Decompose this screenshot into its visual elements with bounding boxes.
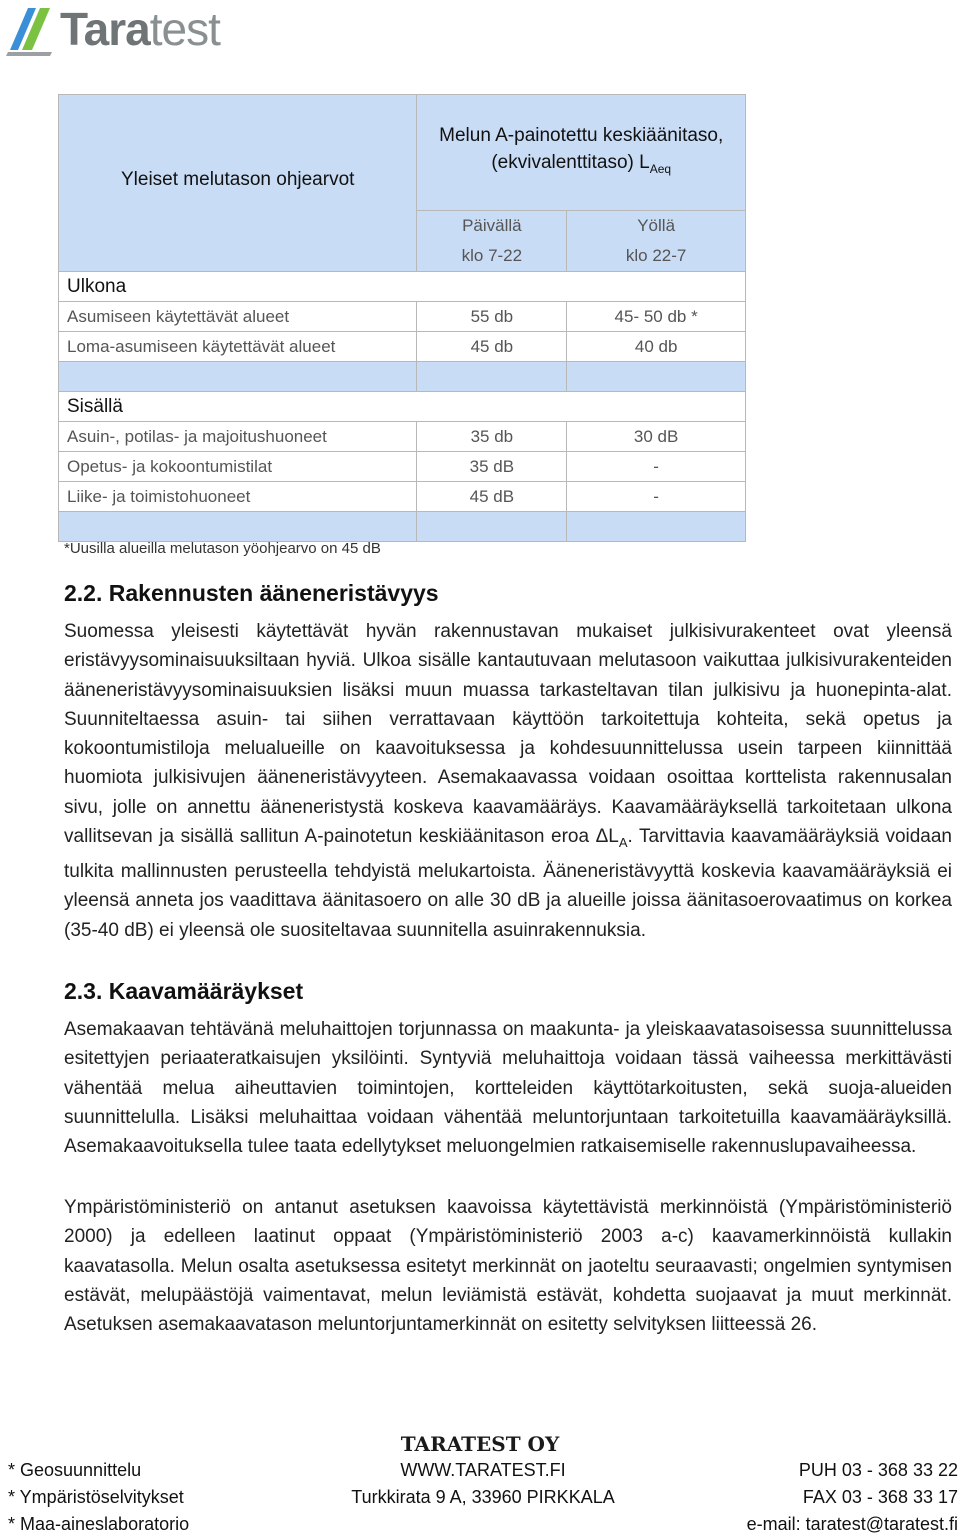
heading-2-3: 2.3. Kaavamääräykset [64,978,304,1004]
taratest-logo-icon [6,4,62,58]
footer-service: * Maa-aineslaboratorio [8,1514,190,1534]
table-row: Liike- ja toimistohuoneet 45 dB - [59,482,746,512]
footer-service: * Ympäristöselvitykset [8,1487,184,1507]
footer-email: e-mail: taratest@taratest.fi [746,1514,958,1534]
footer-service: * Geosuunnittelu [8,1460,142,1480]
section-outdoor: Ulkona [59,272,746,302]
footer-phone: PUH 03 - 368 33 22 [798,1460,958,1480]
table-row: Asumiseen käytettävät alueet 55 db 45- 50 db * [59,302,746,332]
table-row: Opetus- ja kokoontumistilat 35 dB - [59,452,746,482]
table-title: Yleiset melutason ohjearvot [59,95,417,272]
table-spacer-row [59,512,746,542]
paragraph-2-3-b: Ympäristöministeriö on antanut asetuksen kaavoissa käytettävistä merkinnöistä (Ympäristöministeriö 2000) ja edelleen laatinut oppaat (Ympäristöministeriö 2003 a-c) kaavamerkinnöistä kullakin kaavatasolla. Melun osalta asetuksessa esitetyt merkinnät on jaoteltu seuraavasti; ongelmien syntymisen estävät, melupäästöjä vaimentavat, melun leviämistä estävät, kohdetta suojaavat ja muut merkinnät. Asetuksen asemakaavatason meluntorjuntamerkinnät on esitetty selvityksen liitteessä 26. [64,1197,952,1336]
paragraph-2-2: Suomessa yleisesti käytettävät hyvän rakennustavan mukaiset julkisivurakenteet ovat yleensä eristävyysominaisuuksiltaan hyviä. Ulkoa sisälle kantautuvaan melutasoon vaikuttaa julkisivurakenteiden ääneneristävyysominaisuuksien lisäksi muun muassa tarkasteltavan tilan julkisivu ja huonepinta-alat. Suunniteltaessa asuin- tai siihen verrattavaan käyttöön tarkoitettuja kohteita, sekä opetus ja kokoontumistiloja melualueille on kaavoituksessa ja kohdesuunnittelussa usein tarpeen kiinnittää huomiota julkisivujen ääneneristävyyteen. Asemakaavassa voidaan osoittaa korttelista rakennusalan sivu, jolle on annettu ääneneristystä koskeva kaavamääräys. Kaavamääräyksellä tarkoitetaan ulkona vallitsevan ja sisällä sallitun A-painotetun keskiäänitason eroa $\Delta L_A$. Tarvittavia kaavamääräyksiä voidaan tulkita mallinnusten perusteella tehdyistä melukartoista. Ääneneristävyyttä koskevia kaavamääräyksiä ei yleensä anneta jos vaadittava äänitasoero on alle 30 dB ja alueille joissa äänitasoerovaatimus on korkea (35-40 dB) ei yleensä ole suositeltavaa suunnitella asuinrakennuksia. [64,621,952,941]
night-header: Yöllä klo 22-7 [567,211,746,272]
paragraph-2-3-a: Asemakaavan tehtävänä meluhaittojen torjunnassa on maakunta- ja yleiskaavatasoisessa suunnittelussa esitettyjen periaateratkaisujen yksilöinti. Syntyviä meluhaittoja voidaan tässä vaiheessa merkittävästi vähentää melua aiheuttavien toimintojen, kortteleiden käyttötarkoitusten, sekä suoja-alueiden suunnittelulla. Lisäksi meluhaittaa voidaan vähentää meluntorjuntaan tarkoitetuilla kaavamääräyksillä. Asemakaavoituksella tulee taata edellytykset meluongelmien ratkaisemiselle rakennuslupavaiheessa. [64,1019,952,1158]
table-row: Loma-asumiseen käytettävät alueet 45 db 40 db [59,332,746,362]
brand-wordmark: Taratest [60,3,220,55]
table-footnote: *Uusilla alueilla melutason yöohjearvo on 45 dB [64,540,381,557]
footer-address: Turkkirata 9 A, 33960 PIRKKALA [351,1487,615,1507]
section-indoor: Sisällä [59,392,746,422]
footer-fax: FAX 03 - 368 33 17 [802,1487,958,1507]
table-spacer-row [59,362,746,392]
footer-website: WWW.TARATEST.FI [400,1460,566,1480]
noise-guideline-table [58,94,746,542]
day-header: Päivällä klo 7-22 [417,211,567,272]
heading-2-2: 2.2. Rakennusten ääneneristävyys [64,580,439,606]
table-header-measure: Melun A-painotettu keskiäänitaso, (ekvivalenttitaso) $L_{Aeq}$ [417,95,746,211]
footer-company: TARATEST OY [400,1432,560,1456]
table-row: Asuin-, potilas- ja majoitushuoneet 35 db 30 dB [59,422,746,452]
